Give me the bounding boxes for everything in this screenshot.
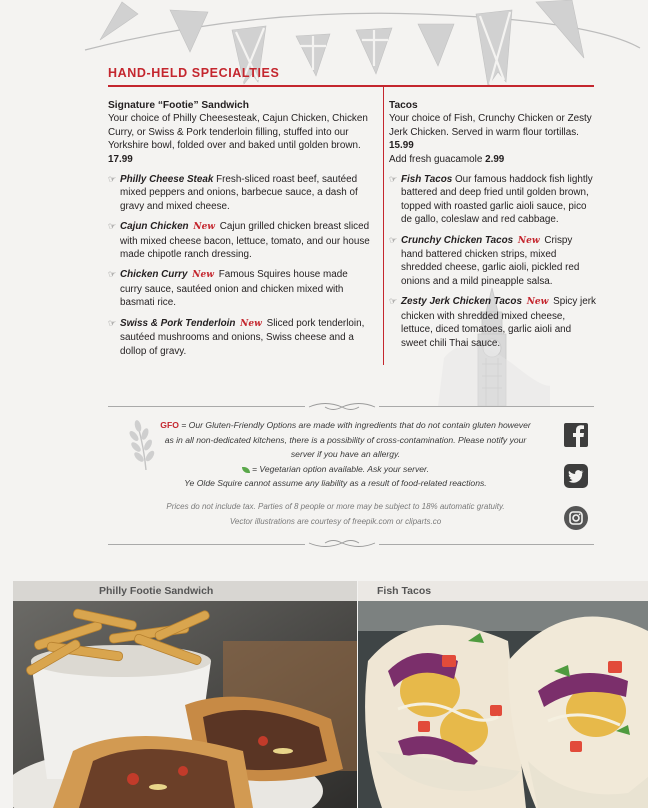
title-rule (108, 85, 594, 87)
item-description: Crispy hand battered chicken strips, mixed shredded cheese, garlic aioli, pickled red onions and a mild pineapple salsa. (401, 234, 580, 287)
item-description: Our famous haddock fish lightly battered and deep fried until golden brown, topped with roasted garlic aioli sauce, pico de gallo, coleslaw and red cabbage. (401, 174, 593, 226)
new-badge: New (526, 297, 549, 308)
gfo-label: GFO (160, 420, 179, 430)
item-name: Chicken Curry (120, 269, 188, 281)
menu-item (108, 173, 370, 213)
section-title: HAND-HELD SPECIALTIES (108, 66, 280, 80)
item-name: Fish Tacos (401, 174, 453, 186)
menu-item (108, 268, 370, 309)
photo-label-philly-footie: Philly Footie Sandwich (13, 581, 357, 601)
menu-item (389, 295, 597, 350)
photo-label-fish-tacos: Fish Tacos (358, 581, 648, 601)
item-description: Fresh-sliced roast beef, sautéed mixed peppers and onions, barbecue sauce, a dash of gravy and mixed cheese. (120, 174, 358, 212)
item-description: Cajun grilled chicken breast sliced with mixed cheese bacon, lettuce, tomato, and our house made chipotle ranch dressing. (120, 221, 370, 261)
dietary-notes (108, 418, 563, 529)
new-badge: New (193, 222, 216, 233)
column-divider (383, 87, 384, 365)
credits-note: Vector illustrations are courtesy of freepik.com or cliparts.co (229, 516, 442, 526)
tax-gratuity-note: Prices do not include tax. Parties of 8 people or more may be subject to 18% automatic gratuity. (166, 501, 505, 511)
pointing-hand-icon: ☞ (108, 317, 117, 328)
menu-item (108, 317, 370, 358)
new-badge: New (240, 318, 262, 329)
menu-item (389, 234, 597, 289)
item-name: Philly Cheese Steak (120, 174, 214, 186)
gfo-note: GFO = Our Gluten-Friendly Options are made with ingredients that do not contain gluten however as in all non-dedicated kitchens, there is a possibility of cross-contamination. Please notify your server if you have an allergy. (160, 420, 531, 460)
twitter-icon[interactable] (563, 463, 589, 489)
flourish-ornament (305, 400, 379, 412)
vegetarian-leaf-icon (242, 467, 250, 473)
new-badge: New (192, 270, 214, 281)
facebook-icon[interactable] (563, 422, 589, 448)
footie-description: Your choice of Philly Cheesesteak, Cajun Chicken, Chicken Curry, or Swiss & Pork tenderloin filling, stuffed into our Yorkshire bowl, folded over and baked until golden brown. 17.99 (108, 113, 368, 165)
item-name: Zesty Jerk Chicken Tacos (401, 296, 522, 308)
item-name: Swiss & Pork Tenderloin (120, 317, 236, 329)
philly-footie-sandwich-photo (13, 601, 357, 808)
tacos-column (389, 99, 597, 350)
tacos-heading: Tacos (389, 100, 418, 111)
footie-heading: Signature “Footie” Sandwich (108, 100, 249, 111)
footie-price: 17.99 (108, 153, 133, 165)
pointing-hand-icon: ☞ (108, 269, 117, 280)
item-name: Crunchy Chicken Tacos (401, 234, 514, 246)
vegetarian-note: = Vegetarian option available. Ask your server. (108, 462, 563, 477)
pointing-hand-icon: ☞ (108, 221, 117, 232)
liability-note: Ye Olde Squire cannot assume any liability as a result of food-related reactions. (184, 478, 487, 489)
new-badge: New (517, 235, 540, 246)
pointing-hand-icon: ☞ (108, 174, 117, 185)
guacamole-addon: Add fresh guacamole (389, 153, 483, 165)
item-description: Sliced pork tenderloin, sautéed mushrooms and onions, Swiss cheese and a dollop of gravy. (120, 317, 365, 357)
instagram-icon[interactable] (563, 505, 589, 531)
pointing-hand-icon: ☞ (389, 296, 398, 307)
guacamole-price: 2.99 (485, 153, 505, 165)
footie-sandwich-column (108, 99, 370, 358)
flourish-ornament (305, 538, 379, 550)
menu-item (389, 173, 597, 227)
item-name: Cajun Chicken (120, 221, 189, 233)
pointing-hand-icon: ☞ (389, 174, 398, 185)
item-description: Famous Squires house made curry sauce, sautéed onion and chicken mixed with basmati rice. (120, 269, 348, 309)
item-description: Spicy jerk chicken with shredded mixed cheese, lettuce, diced tomatoes, garlic aioli and sweet chili Thai sauce. (401, 296, 596, 349)
tacos-description: Your choice of Fish, Crunchy Chicken or Zesty Jerk Chicken. Served in warm flour tortillas. 15.99 Add fresh guacamole 2.99 (389, 113, 592, 165)
pointing-hand-icon: ☞ (389, 234, 398, 245)
fish-tacos-photo (358, 601, 648, 808)
tacos-price: 15.99 (389, 140, 414, 152)
bunting-flags-decoration (0, 0, 648, 90)
menu-item (108, 220, 370, 261)
